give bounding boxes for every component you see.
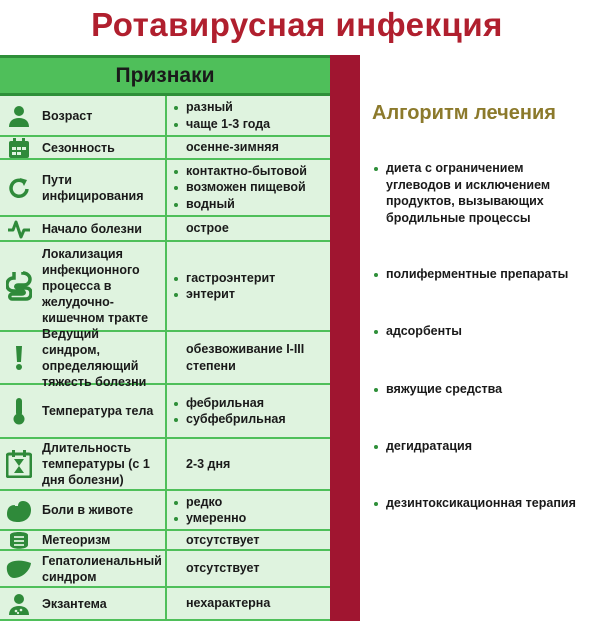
pulse-icon xyxy=(4,214,34,244)
sign-row xyxy=(0,217,330,242)
hourglass-calendar-icon xyxy=(4,449,34,479)
sign-row xyxy=(0,491,330,531)
sign-row xyxy=(0,385,330,439)
person-rash-icon xyxy=(4,589,34,619)
sign-value: отсутствует xyxy=(186,532,260,547)
stomach-icon xyxy=(4,495,34,525)
sign-label: Ведущий синдром, определяющий тяжесть болезни xyxy=(42,326,147,389)
treatment-item: дегидратация xyxy=(372,438,586,455)
column-divider xyxy=(165,385,167,437)
sign-value: контактно-бытовой xyxy=(172,163,328,180)
sign-values xyxy=(172,242,328,330)
sign-label: Температура тела xyxy=(42,404,154,418)
column-divider xyxy=(165,96,167,135)
signs-header: Признаки xyxy=(0,55,330,96)
liver-icon xyxy=(4,554,34,584)
sign-value: обезвоживание I-III степени xyxy=(186,342,305,373)
sign-label: Гепатолиенальный синдром xyxy=(42,553,162,584)
sign-values xyxy=(172,385,328,437)
sign-label: Боли в животе xyxy=(42,503,134,517)
signs-panel xyxy=(0,55,330,621)
sign-label: Локализация инфекционного процесса в желудочно-кишечном тракте xyxy=(42,247,149,325)
sign-values xyxy=(186,217,328,240)
thermometer-icon xyxy=(4,396,34,426)
sign-value: фебрильная xyxy=(172,395,328,412)
treatment-item: дезинтоксикационная терапия xyxy=(372,495,586,512)
column-divider xyxy=(165,332,167,383)
calendar-icon xyxy=(4,133,34,163)
sign-label: Начало болезни xyxy=(42,221,142,236)
column-divider xyxy=(165,491,167,529)
sign-label: Метеоризм xyxy=(42,533,111,547)
treatment-item: полиферментные препараты xyxy=(372,266,586,283)
page-title: Ротавирусная инфекция xyxy=(91,6,503,43)
sign-value: редко xyxy=(172,494,328,511)
sign-value: энтерит xyxy=(172,286,328,303)
column-divider xyxy=(165,160,167,215)
sign-values xyxy=(186,137,328,158)
sign-value: водный xyxy=(172,196,328,213)
sign-row xyxy=(0,160,330,217)
sign-label: Пути инфицирования xyxy=(42,172,144,203)
sign-value: гастроэнтерит xyxy=(172,270,328,287)
column-divider xyxy=(165,242,167,330)
divider-stripe xyxy=(330,55,360,621)
treatment-item: адсорбенты xyxy=(372,323,586,340)
sign-row xyxy=(0,588,330,621)
sign-values xyxy=(172,96,328,135)
sign-value: субфебрильная xyxy=(172,411,328,428)
sign-value: осенне-зимняя xyxy=(186,140,279,155)
column-divider xyxy=(165,217,167,240)
sign-value: острое xyxy=(186,221,229,236)
sign-values xyxy=(186,439,328,489)
sign-value: разный xyxy=(172,99,328,116)
sign-row xyxy=(0,531,330,551)
person-icon xyxy=(4,101,34,131)
sign-label: Сезонность xyxy=(42,140,115,155)
exclamation-icon xyxy=(4,343,34,373)
treatment-item: вяжущие средства xyxy=(372,381,586,398)
column-divider xyxy=(165,137,167,158)
sign-values xyxy=(172,160,328,215)
sign-row xyxy=(0,439,330,491)
column-divider xyxy=(165,531,167,549)
sign-value: 2-3 дня xyxy=(186,456,231,471)
sign-row xyxy=(0,242,330,332)
column-divider xyxy=(165,588,167,619)
treatment-item: диета с ограничением углеводов и исключением продуктов, вызывающих бродильные процессы xyxy=(372,160,586,226)
treatment-title: Алгоритм лечения xyxy=(372,102,556,124)
sign-value: умеренно xyxy=(172,510,328,527)
sign-values xyxy=(186,551,328,586)
sign-label: Длительность температуры (с 1 дня болезни) xyxy=(42,441,150,487)
sign-values xyxy=(186,588,328,619)
sign-row xyxy=(0,326,330,389)
sign-value: отсутствует xyxy=(186,561,260,576)
sign-value: чаще 1-3 года xyxy=(172,116,328,133)
column-divider xyxy=(165,439,167,489)
sign-row xyxy=(0,137,330,160)
sign-row xyxy=(0,551,330,588)
sign-row xyxy=(0,96,330,137)
sign-values xyxy=(172,491,328,529)
intestine-icon xyxy=(4,271,34,301)
sign-values xyxy=(186,531,328,549)
column-divider xyxy=(165,551,167,586)
sign-values xyxy=(186,332,328,383)
sign-value: возможен пищевой xyxy=(172,179,328,196)
refresh-arrow-icon xyxy=(4,173,34,203)
sign-label: Экзантема xyxy=(42,596,107,611)
sign-value: нехарактерна xyxy=(186,596,271,611)
sign-label: Возраст xyxy=(42,108,93,123)
